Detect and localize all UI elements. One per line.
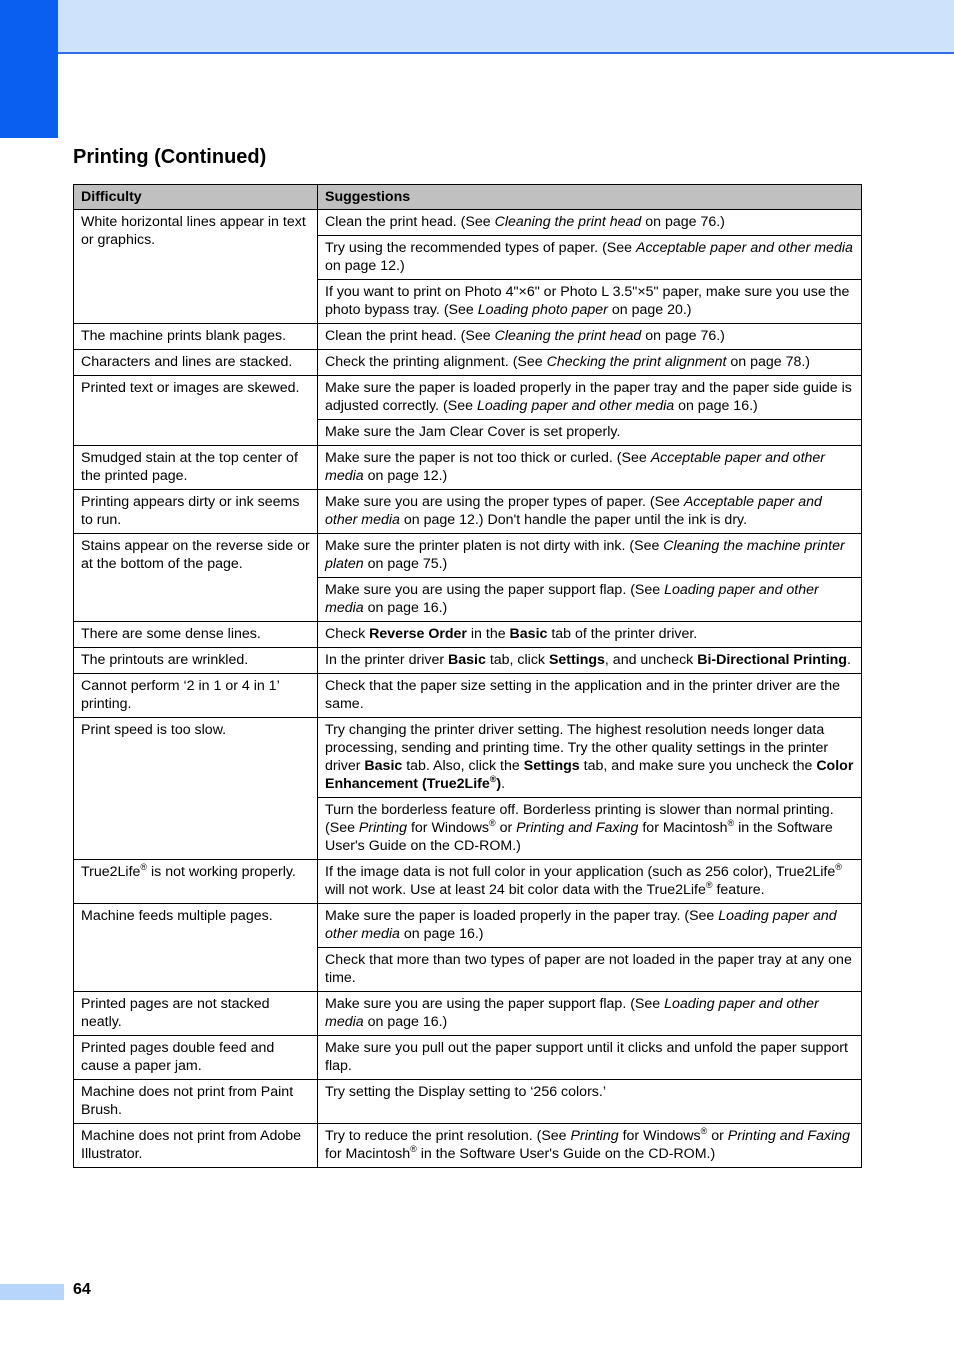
difficulty-cell: Smudged stain at the top center of the printed page. — [74, 446, 318, 490]
text-run: ® — [410, 1144, 417, 1154]
text-run: Clean the print head. (See — [325, 328, 495, 344]
text-run: Printing — [358, 820, 408, 836]
text-run: or — [495, 820, 517, 836]
text-run: in the Software User's Guide on the CD-ROM.) — [416, 1146, 716, 1162]
suggestion-cell — [318, 280, 862, 324]
text-run: on page 78.) — [726, 354, 811, 370]
text-run: or — [707, 1128, 728, 1144]
text-run: Check — [325, 626, 370, 642]
text-run: Basic — [448, 652, 486, 668]
text-run: on page 75.) — [363, 556, 448, 572]
difficulty-cell: Printed pages are not stacked neatly. — [74, 992, 318, 1036]
text-run: Basic — [364, 758, 403, 774]
text-run: Settings — [548, 652, 605, 668]
difficulty-cell: Stains appear on the reverse side or at the bottom of the page. — [74, 534, 318, 622]
text-run: Cleaning the machine printer platen — [325, 538, 845, 572]
table-body — [74, 210, 862, 1168]
difficulty-cell: White horizontal lines appear in text or graphics. — [74, 210, 318, 324]
text-run: If you want to print on Photo 4"×6" or Photo L 3.5"×5" paper, make sure you use the photo bypass tray. (See — [325, 284, 850, 318]
difficulty-cell — [74, 860, 318, 904]
text-run: True2Life — [81, 864, 141, 880]
chapter-tab — [0, 0, 58, 138]
page-number: 64 — [73, 1281, 91, 1298]
suggestion-cell — [318, 534, 862, 578]
troubleshooting-table — [73, 184, 862, 1168]
suggestion-cell — [318, 578, 862, 622]
text-run: Loading paper and other media — [325, 582, 819, 616]
table-row — [74, 446, 862, 490]
text-run: Make sure you pull out the paper support until it clicks and unfold the paper support flap. — [325, 1040, 848, 1074]
text-run: Bi-Directional Printing — [697, 652, 847, 668]
text-run: is not working properly. — [147, 864, 296, 880]
text-run: Checking the print alignment — [546, 354, 727, 370]
suggestion-cell — [318, 948, 862, 992]
text-run: Color Enhancement (True2Life — [325, 758, 854, 792]
text-run: Make sure you are using the paper support flap. (See — [325, 996, 665, 1012]
text-run: If the image data is not full color in your application (such as 256 color), True2Life — [325, 864, 836, 880]
text-run: . — [846, 652, 851, 668]
text-run: ® — [140, 862, 148, 872]
table-row — [74, 376, 862, 420]
text-run: on page 12.) Don't handle the paper until the ink is dry. — [399, 512, 748, 528]
text-run: Acceptable paper and other media — [635, 240, 853, 256]
suggestion-cell — [318, 992, 862, 1036]
difficulty-cell: Machine feeds multiple pages. — [74, 904, 318, 992]
text-run: for Windows — [407, 820, 490, 836]
text-run: Try using the recommended types of paper. (See — [325, 240, 636, 256]
text-run: Clean the print head. (See — [325, 214, 495, 230]
text-run: Make sure the Jam Clear Cover is set properly. — [325, 424, 621, 440]
text-run: on page 16.) — [399, 926, 484, 942]
text-run: Printing — [570, 1128, 619, 1144]
text-run: . — [501, 776, 506, 792]
text-run: for Macintosh — [325, 1146, 411, 1162]
page-title: Printing (Continued) — [73, 146, 267, 168]
text-run: Check that the paper size setting in the application and in the printer driver are the same. — [325, 678, 840, 712]
text-run: Acceptable paper and other media — [325, 450, 826, 484]
text-run: ) — [496, 776, 502, 792]
suggestion-cell — [318, 236, 862, 280]
text-run: Turn the borderless feature off. Borderless printing is slower than normal printing. (See — [325, 802, 834, 836]
difficulty-cell: Characters and lines are stacked. — [74, 350, 318, 376]
table-row — [74, 992, 862, 1036]
text-run: ® — [700, 1126, 708, 1136]
suggestion-cell — [318, 674, 862, 718]
suggestion-cell — [318, 324, 862, 350]
text-run: Printing and Faxing — [516, 820, 639, 836]
table-row — [74, 490, 862, 534]
footer-color-bar — [0, 1284, 64, 1300]
text-run: Try changing the printer driver setting. The highest resolution needs longer data processing, sending and printing time. Try the other quality settings in the printer driver — [325, 722, 829, 774]
table-row — [74, 534, 862, 578]
suggestion-cell — [318, 1124, 862, 1168]
suggestion-cell — [318, 718, 862, 798]
difficulty-cell: The printouts are wrinkled. — [74, 648, 318, 674]
text-run: on page 12.) — [325, 258, 405, 274]
text-run: Settings — [523, 758, 580, 774]
table-row — [74, 860, 862, 904]
suggestion-cell — [318, 904, 862, 948]
column-header-difficulty: Difficulty — [74, 185, 318, 210]
text-run: Reverse Order — [369, 626, 467, 642]
difficulty-cell: The machine prints blank pages. — [74, 324, 318, 350]
suggestion-cell — [318, 1080, 862, 1124]
text-run: ® — [727, 818, 735, 828]
suggestion-cell — [318, 648, 862, 674]
text-run: Printing and Faxing — [727, 1128, 851, 1144]
text-run: for Macintosh — [638, 820, 728, 836]
text-run: on page 16.) — [674, 398, 758, 414]
difficulty-cell: Printed text or images are skewed. — [74, 376, 318, 446]
suggestion-cell — [318, 798, 862, 860]
difficulty-cell: Printing appears dirty or ink seems to run. — [74, 490, 318, 534]
difficulty-cell: Cannot perform ‘2 in 1 or 4 in 1’ printing. — [74, 674, 318, 718]
text-run: Make sure the printer platen is not dirty with ink. (See — [325, 538, 664, 554]
difficulty-cell: Machine does not print from Paint Brush. — [74, 1080, 318, 1124]
text-run: Loading paper and other media — [325, 908, 837, 942]
text-run: Try to reduce the print resolution. (See — [325, 1128, 571, 1144]
table-row — [74, 622, 862, 648]
table-row — [74, 1036, 862, 1080]
text-run: Make sure the paper is loaded properly in the paper tray. (See — [325, 908, 719, 924]
difficulty-cell: There are some dense lines. — [74, 622, 318, 648]
table-header-row — [74, 185, 862, 210]
suggestion-cell — [318, 420, 862, 446]
suggestion-cell — [318, 622, 862, 648]
text-run: Loading photo paper — [477, 302, 608, 318]
text-run: Try setting the Display setting to ‘256 colors.’ — [325, 1084, 606, 1100]
table-row — [74, 904, 862, 948]
table-row — [74, 210, 862, 236]
top-color-band — [0, 0, 954, 54]
text-run: Make sure you are using the proper types of paper. (See — [325, 494, 684, 510]
text-run: Cleaning the print head — [494, 328, 642, 344]
suggestion-cell — [318, 210, 862, 236]
column-header-suggestions: Suggestions — [318, 185, 862, 210]
text-run: Check the printing alignment. (See — [325, 354, 547, 370]
table-row — [74, 1124, 862, 1168]
text-run: Loading paper and other media — [325, 996, 819, 1030]
suggestion-cell — [318, 446, 862, 490]
text-run: on page 76.) — [641, 214, 725, 230]
text-run: on page 76.) — [641, 328, 725, 344]
difficulty-cell: Machine does not print from Adobe Illustrator. — [74, 1124, 318, 1168]
text-run: for Windows — [618, 1128, 701, 1144]
text-run: in the Software User's Guide on the CD-ROM.) — [325, 820, 833, 854]
text-run: tab of the printer driver. — [547, 626, 698, 642]
text-run: tab, and make sure you uncheck the — [579, 758, 817, 774]
suggestion-cell — [318, 1036, 862, 1080]
text-run: Acceptable paper and other media — [325, 494, 822, 528]
text-run: on page 16.) — [363, 1014, 448, 1030]
text-run: feature. — [712, 882, 765, 898]
text-run: Basic — [509, 626, 548, 642]
text-run: Check that more than two types of paper are not loaded in the paper tray at any one time. — [325, 952, 852, 986]
difficulty-cell: Printed pages double feed and cause a paper jam. — [74, 1036, 318, 1080]
text-run: Make sure the paper is loaded properly in the paper tray and the paper side guide is adjusted correctly. (See — [325, 380, 852, 414]
text-run: on page 16.) — [363, 600, 448, 616]
table-row — [74, 1080, 862, 1124]
text-run: tab, click — [485, 652, 549, 668]
suggestion-cell — [318, 350, 862, 376]
text-run: , and uncheck — [604, 652, 698, 668]
text-run: Make sure you are using the paper support flap. (See — [325, 582, 665, 598]
suggestion-cell — [318, 860, 862, 904]
table-row — [74, 648, 862, 674]
text-run: on page 20.) — [607, 302, 692, 318]
text-run: In the printer driver — [325, 652, 449, 668]
text-run: tab. Also, click the — [402, 758, 524, 774]
text-run: ® — [489, 818, 496, 828]
text-run: in the — [466, 626, 510, 642]
suggestion-cell — [318, 376, 862, 420]
table-row — [74, 350, 862, 376]
text-run: will not work. Use at least 24 bit color data with the True2Life — [325, 882, 706, 898]
text-run: ® — [835, 862, 842, 872]
text-run: ® — [489, 774, 497, 784]
text-run: Make sure the paper is not too thick or curled. (See — [325, 450, 651, 466]
suggestion-cell — [318, 490, 862, 534]
text-run: Cleaning the print head — [494, 214, 642, 230]
text-run: Loading paper and other media — [476, 398, 675, 414]
difficulty-cell: Print speed is too slow. — [74, 718, 318, 860]
table-row — [74, 718, 862, 798]
text-run: on page 12.) — [363, 468, 448, 484]
text-run: ® — [705, 880, 713, 890]
table-row — [74, 674, 862, 718]
table-row — [74, 324, 862, 350]
